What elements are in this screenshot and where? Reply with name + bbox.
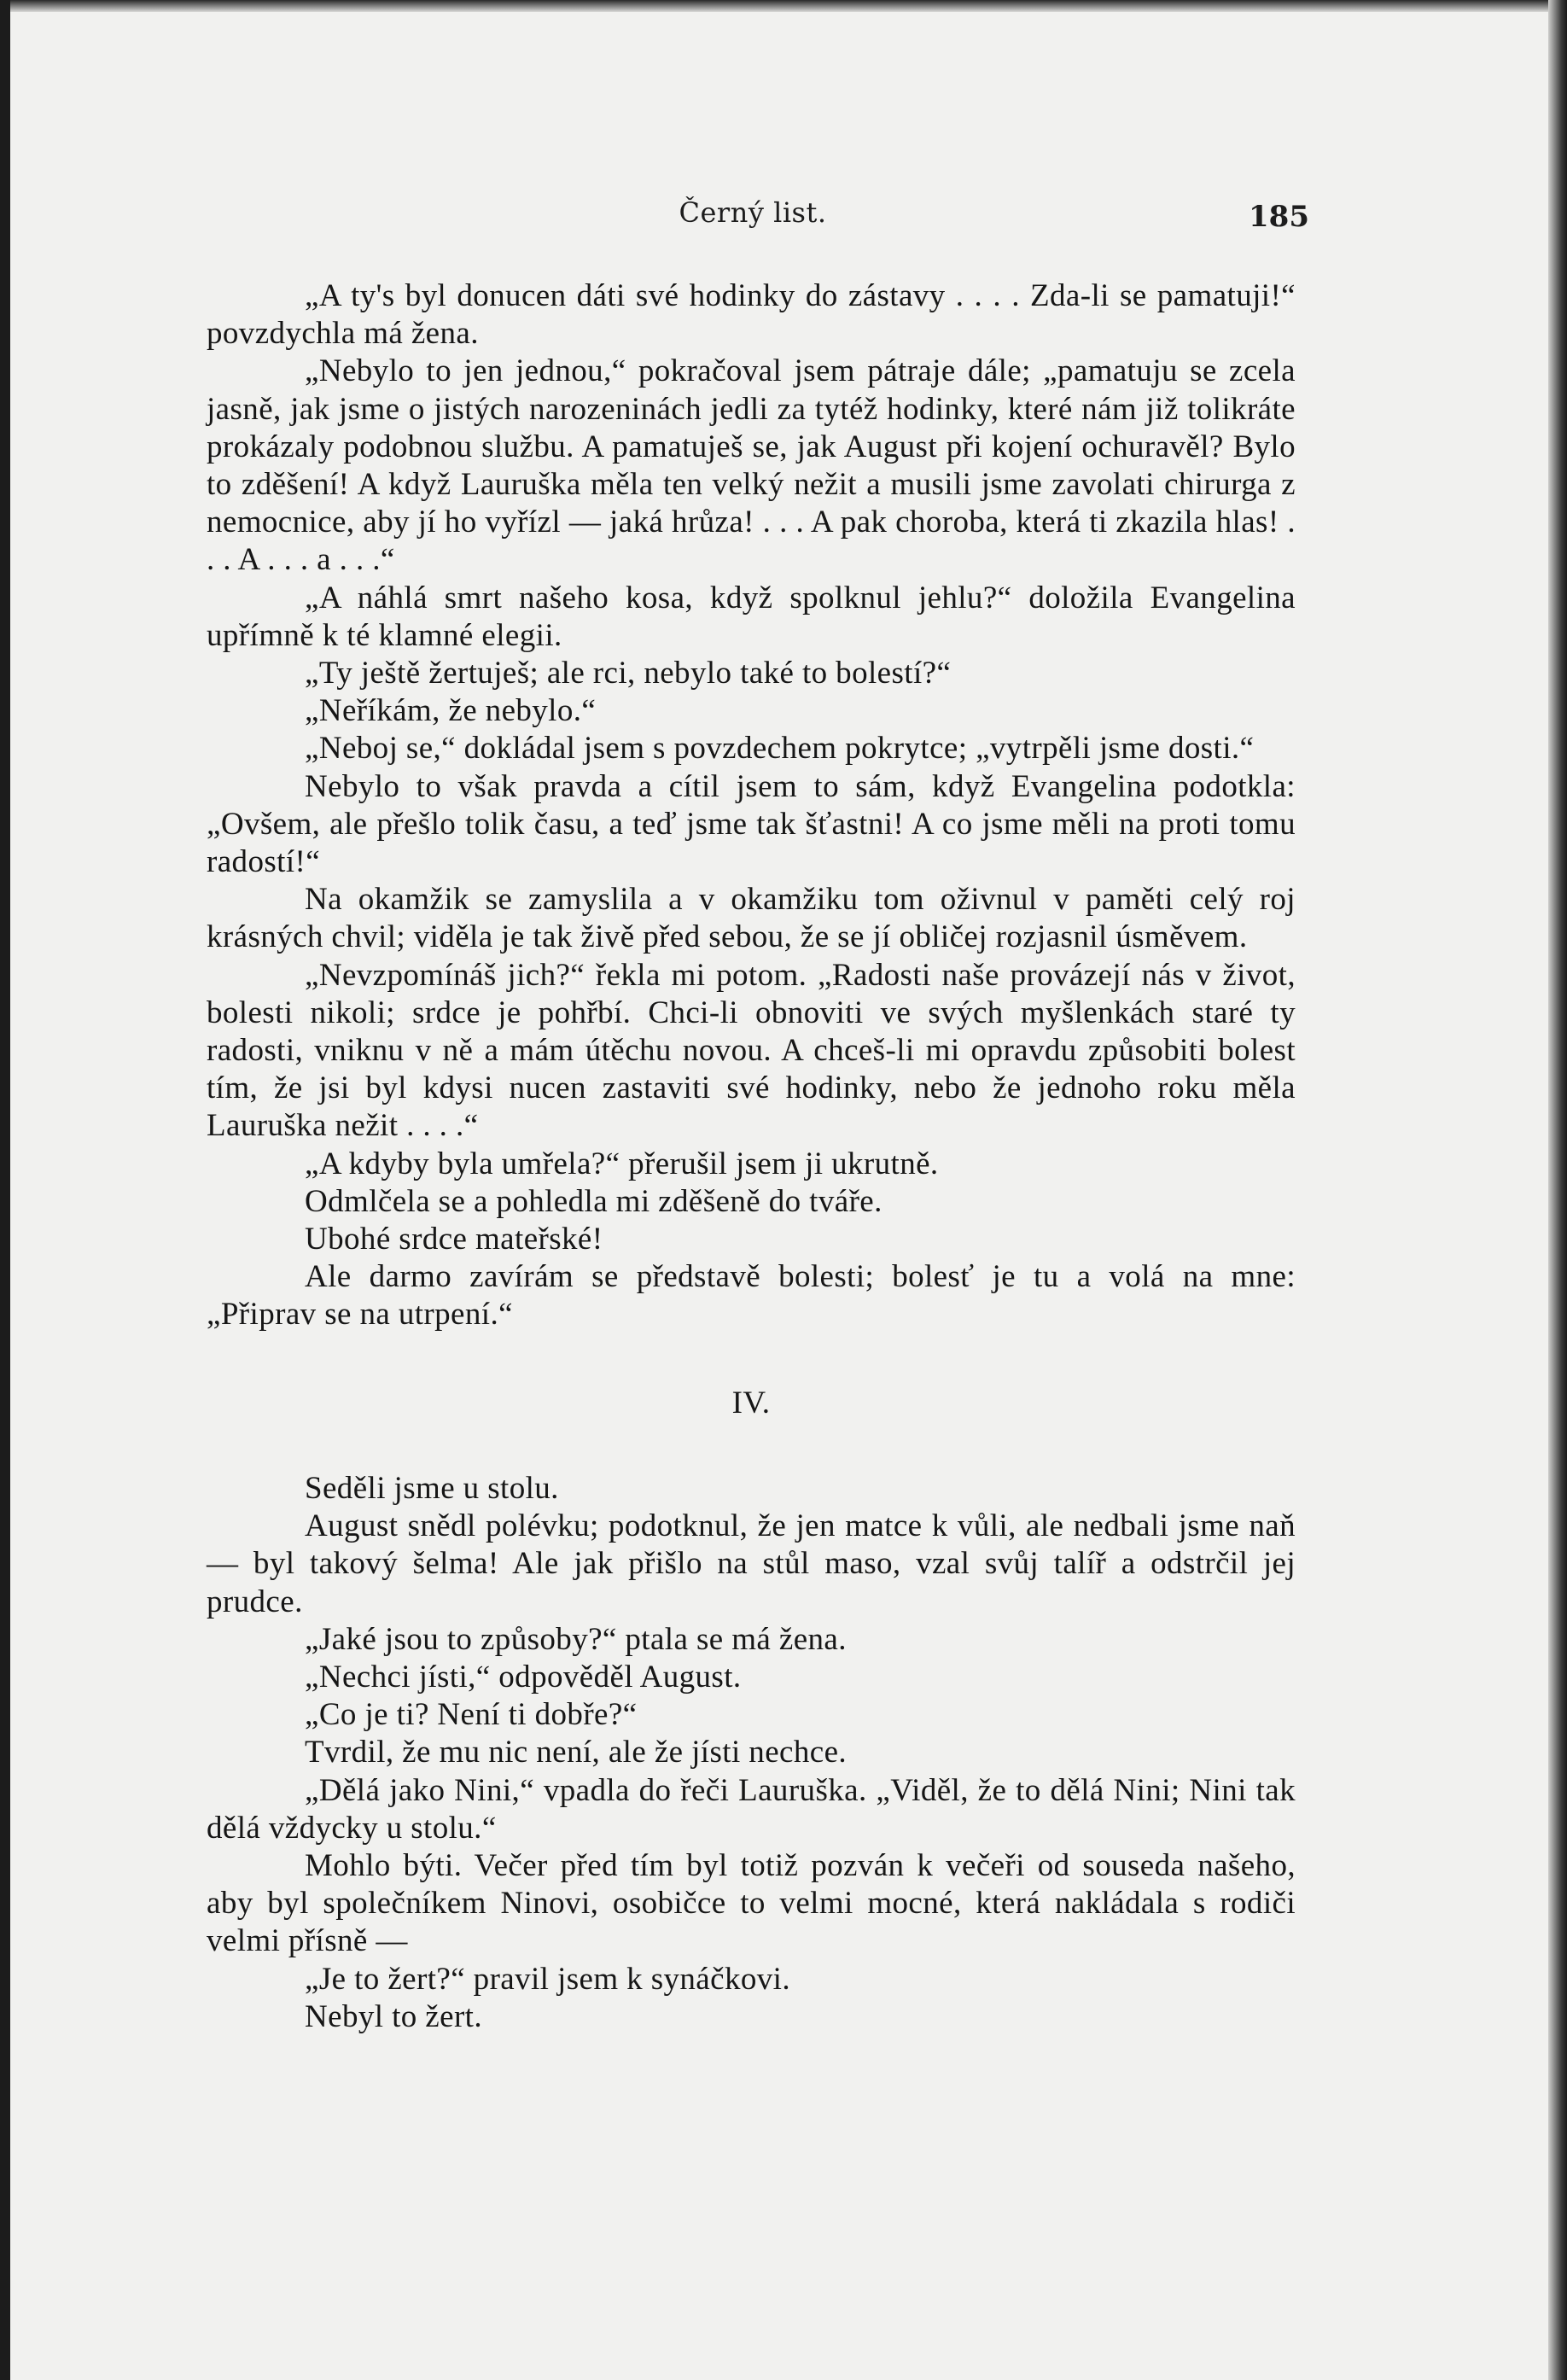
paragraph: August snědl polévku; podotknul, že jen matce k vůli, ale nedbali jsme naň — byl takový šelma! Ale jak přišlo na stůl maso, vzal svůj talíř a odstrčil jej prudce. [207,1508,1296,1619]
paragraph: „Je to žert?“ pravil jsem k synáčkovi. [305,1961,790,1997]
paragraph: „Neříkám, že nebylo.“ [305,693,597,729]
paragraph: Ale darmo zavírám se představě bolesti; bolesť je tu a volá na mne: „Připrav se na utrpení.“ [207,1259,1296,1333]
paragraph: Mohlo býti. Večer před tím byl totiž pozván k večeři od souseda našeho, aby byl společníkem Ninovi, osobičce to velmi mocné, která nakládala s rodiči velmi přísně — [207,1847,1296,1959]
paragraph: „Nebylo to jen jednou,“ pokračoval jsem pátraje dále; „pamatuju se zcela jasně, jak jsme o jistých narozeninách jedli za tytéž hodinky, které nám již tolikráte prokázaly podobnou službu. A pamatuješ se, jak August při kojení ochuravěl? Bylo to zděšení! A když Lauruška měla ten velký nežit a musili jsme zavolati chirurga z nemocnice, aby jí ho vyřízl — jaká hrůza! . . . A pak choroba, která ti zkazila hlas! . . . A . . . a . . .“ [207,353,1296,578]
paragraph: Ubohé srdce mateřské! [305,1222,603,1257]
paragraph: Seděli jsme u stolu. [305,1470,559,1506]
page-number: 185 [1249,200,1309,234]
paragraph: Nebylo to však pravda a cítil jsem to sám, když Evangelina podotkla: „Ovšem, ale přešlo tolik času, a teď jsme tak šťastni! A co jsme měli na proti tomu radostí!“ [207,768,1296,880]
body-text [207,277,1296,2036]
page-header [207,196,1309,244]
scan-edge-left [0,0,10,2380]
paragraph: „Ty ještě žertuješ; ale rci, nebylo také to bolestí?“ [305,656,952,691]
paragraph: „A kdyby byla umřela?“ přerušil jsem ji ukrutně. [305,1146,939,1181]
paragraph: Na okamžik se zamyslila a v okamžiku tom oživnul v paměti celý roj krásných chvil; viděla je tak živě před sebou, že se jí obličej rozjasnil úsměvem. [207,882,1296,955]
scan-edge-right [1548,0,1567,2380]
section-heading: IV. [731,1385,771,1420]
scan-edge-top [0,0,1567,12]
running-title: Černý list. [679,196,827,229]
paragraph: „A ty's byl donucen dáti své hodinky do zástavy . . . . Zda-li se pamatuji!“ povzdychla má žena. [207,278,1296,352]
paragraph: „Nechci jísti,“ odpověděl August. [305,1659,742,1695]
paragraph: „Dělá jako Nini,“ vpadla do řeči Lauruška. „Viděl, že to dělá Nini; Nini tak dělá vždycky u stolu.“ [207,1772,1296,1846]
paragraph: Tvrdil, že mu nic není, ale že jísti nechce. [305,1735,848,1770]
paragraph: „Neboj se,“ dokládal jsem s povzdechem pokrytce; „vytrpěli jsme dosti.“ [305,731,1255,767]
paragraph: Odmlčela se a pohledla mi zděšeně do tváře. [305,1183,883,1219]
paragraph: „Co je ti? Není ti dobře?“ [305,1697,638,1733]
paragraph: Nebyl to žert. [305,1998,482,2034]
paragraph: „A náhlá smrt našeho kosa, když spolknul jehlu?“ doložila Evangelina upřímně k té klamné elegii. [207,580,1296,653]
paragraph: „Jaké jsou to způsoby?“ ptala se má žena. [305,1621,847,1657]
paragraph: „Nevzpomínáš jich?“ řekla mi potom. „Radosti naše provázejí nás v život, bolesti nikoli; srdce je pohřbí. Chci-li obnoviti ve svých myšlenkách staré ty radosti, vniknu v ně a mám útěchu novou. A chceš-li mi opravdu způsobiti bolest tím, že jsi byl kdysi nucen zastaviti své hodinky, nebo že jednoho roku měla Lauruška nežit . . . .“ [207,957,1296,1144]
